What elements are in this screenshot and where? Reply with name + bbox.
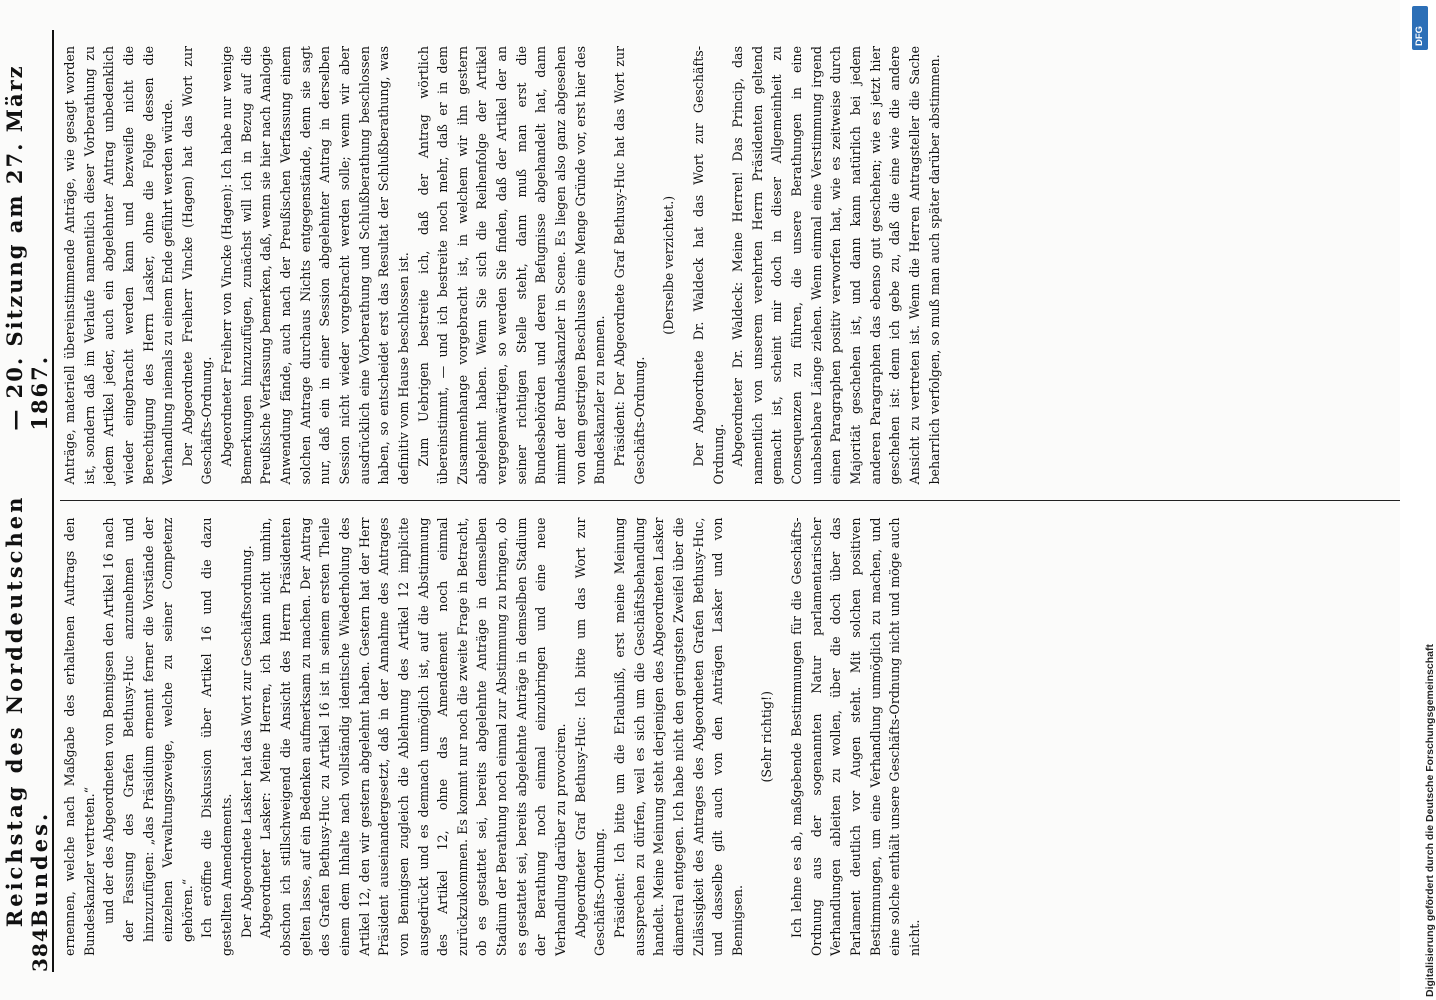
paragraph: Ich eröffne die Diskussion über Artikel 16 und die dazu gestellten Amendements.: [199, 517, 235, 956]
paragraph: Zum Uebrigen bestreite ich, daß der Antrag wörtlich übereinstimmt, — und ich bestreite noch mehr, daß er in dem Zusammenhange vorgebracht ist, in welchem wir ihn gestern abgelehnt haben. Wenn Sie sich die Reihenfolge der Artikel vergegenwärtigen, so werden Sie finden, daß der Artikel der an seiner richtigen Stelle steht, dann muß man erst die Bundesbehörden und deren Befugnisse abgehandelt hat, dann nimmt der Bundeskanzler in Scene. Es liegen also ganz abgesehen von dem gestrigen Beschlusse eine Menge Gründe vor, erst hier des Bundeskanzler zu nennen.: [415, 46, 608, 485]
paragraph: Der Abgeordnete Dr. Waldeck hat das Wort zur Geschäfts-Ordnung.: [690, 46, 726, 485]
session-date: — 20. Sitzung am 27. März 1867.: [2, 64, 52, 431]
digitization-credit: Digitalisierung gefördert durch die Deutsche Forschungsgemeinschaft: [1424, 644, 1436, 997]
paragraph: und der des Abgeordneten von Bennigsen den Artikel 16 nach der Fassung des Grafen Bethusy-Huc anzunehmen und hinzuzufügen: „das Präsidium ernennt ferner die Vorstände der einzelnen Verwaltungszweige, welche zu seiner Competenz gehören.“: [101, 517, 195, 942]
dfg-logo-text: DFG: [1414, 25, 1425, 46]
stage-direction: (Sehr richtig!): [759, 691, 775, 783]
right-column: [60, 30, 1414, 502]
running-title: Reichstag des Norddeutschen Bundes.: [2, 494, 52, 928]
paragraph: Abgeordneter Dr. Waldeck: Meine Herren! Das Princip, das namentlich von unserem verehrten Herrn Präsidenten geltend gemacht ist, scheint mir doch in dieser Allgemeinheit zu Consequenzen zu führen, die unsere Berathungen in eine unabsehbare Länge ziehen. Wenn einmal eine Verstimmung irgend einen Paragraphen positiv verworfen hat, wie es zeitweise durch Majorität geschehen ist, und dann kann natürlich bei jedem anderen Paragraphen das ebenso gut geschehen; wie es jetzt hier geschehen ist: denn ich gebe zu, daß die eine wie die andere Ansicht zu vertreten ist. Wenn die Herren Antragsteller die Sache beharrlich verfolgen, so muß man auch später darüber abstimmen.: [730, 46, 942, 485]
paragraph: Präsident: Der Abgeordnete Graf Bethusy-Huc hat das Wort zur Geschäfts-Ordnung.: [611, 46, 647, 485]
paragraph: Abgeordneter Lasker: Meine Herren, ich kann nicht umhin, obschon ich stillschweigend die Ansicht des Herrn Präsidenten gelten lasse, auf ein Bedenken aufmerksam zu machen. Der Antrag des Grafen Bethusy-Huc zu Artikel 16 ist in seinem ersten Theile einem dem Inhalte nach vollständig identische Wiederholung des Artikel 12, den wir gestern abgelehnt haben. Gestern hat der Herr Präsident auseinandergesetzt, daß in der Annahme des Antrages von Bennigsen zugleich die Ablehnung des Artikel 12 implicite ausgedrückt und es demnach unmöglich ist, auf die Abstimmung des Artikel 12, ohne das Amendement noch einmal zurückzukommen. Es kommt nur noch die zweite Frage in Betracht, ob es gestattet sei, bereits abgelehnte Anträge in demselben Stadium der Berathung noch einmal zur Abstimmung zu bringen, ob es gestattet sei, bereits abgelehnte Anträge in demselben Stadium der Berathung noch einmal einzubringen und eine neue Verhandlung darüber zu provociren.: [258, 517, 569, 956]
dfg-logo: [1412, 6, 1428, 50]
paragraph: Abgeordneter Freiherr von Vincke (Hagen): Ich habe nur wenige Bemerkungen hinzuzufügen, zunächst will ich in Bezug auf die Preußische Verfassung bemerken, daß, wenn sie hier nach Analogie Anwendung fände, auch nach der Preußischen Verfassung einem solchen Antrage durchaus Nichts entgegenstände, denn sie sagt nur, daß ein in einer Session abgelehnter Antrag in derselben Session nicht wieder vorgebracht werden solle; wenn wir aber ausdrücklich eine Vorberathung und Schlußberathung beschlossen haben, so entscheidet erst das Resultat der Schlußberathung, was definitiv vom Hause beschlossen ist.: [219, 46, 411, 485]
paragraph: Ich lehne es ab, maßgebende Bestimmungen für die Geschäfts-Ordnung aus der sogenannten Natur parlamentarischer Verhandlungen ableiten zu wollen, über die doch über das Parlament deutlich vor Augen steht. Mit solchen positiven Bestimmungen, um eine Verhandlung unmöglich zu machen, und eine solche enthält unsere Geschäfts-Ordnung nicht und möge auch nicht.: [789, 517, 922, 956]
paragraph: Der Abgeordnete Lasker hat das Wort zur Geschäftsordnung.: [238, 545, 254, 938]
page-number: 384: [28, 927, 52, 972]
paragraph: Abgeordneter Graf Bethusy-Huc: Ich bitte um das Wort zur Geschäfts-Ordnung.: [572, 517, 608, 956]
text-columns: [60, 30, 1414, 972]
paragraph: Der Abgeordnete Freiherr Vincke (Hagen) hat das Wort zur Geschäfts-Ordnung.: [179, 46, 215, 485]
page-header: [2, 30, 54, 972]
paragraph: Präsident: Ich bitte um die Erlaubniß, erst meine Meinung aussprechen zu dürfen, weil es sich um die Geschäftsbehandlung handelt. Meine Meinung steht derjenigen des Abgeordneten Lasker diametral entgegen. Ich habe nicht den geringsten Zweifel über die Zulässigkeit des Antrages des Abgeordneten Grafen Bethusy-Huc, und dasselbe gilt auch von den Anträgen Lasker und von Bennigsen.: [611, 517, 745, 956]
paragraph: ernennen, welche nach Maßgabe des erhaltenen Auftrags den Bundeskanzler vertreten.“: [62, 517, 97, 956]
paragraph: Anträge, materiell übereinstimmende Anträge, wie gesagt worden ist, sondern daß im Verlaufe namentlich dieser Vorberathung zu jedem Artikel jeder, auch ein abgelehnter Antrag unbedenklich wieder eingebracht werden kann und bezweifle nicht die Berechtigung des Herrn Lasker, ohne die Folge dessen die Verhandlung niemals zu einem Ende geführt werden würde.: [62, 46, 176, 485]
stage-direction: (Derselbe verzichtet.): [661, 195, 677, 335]
left-column: [60, 502, 1414, 973]
